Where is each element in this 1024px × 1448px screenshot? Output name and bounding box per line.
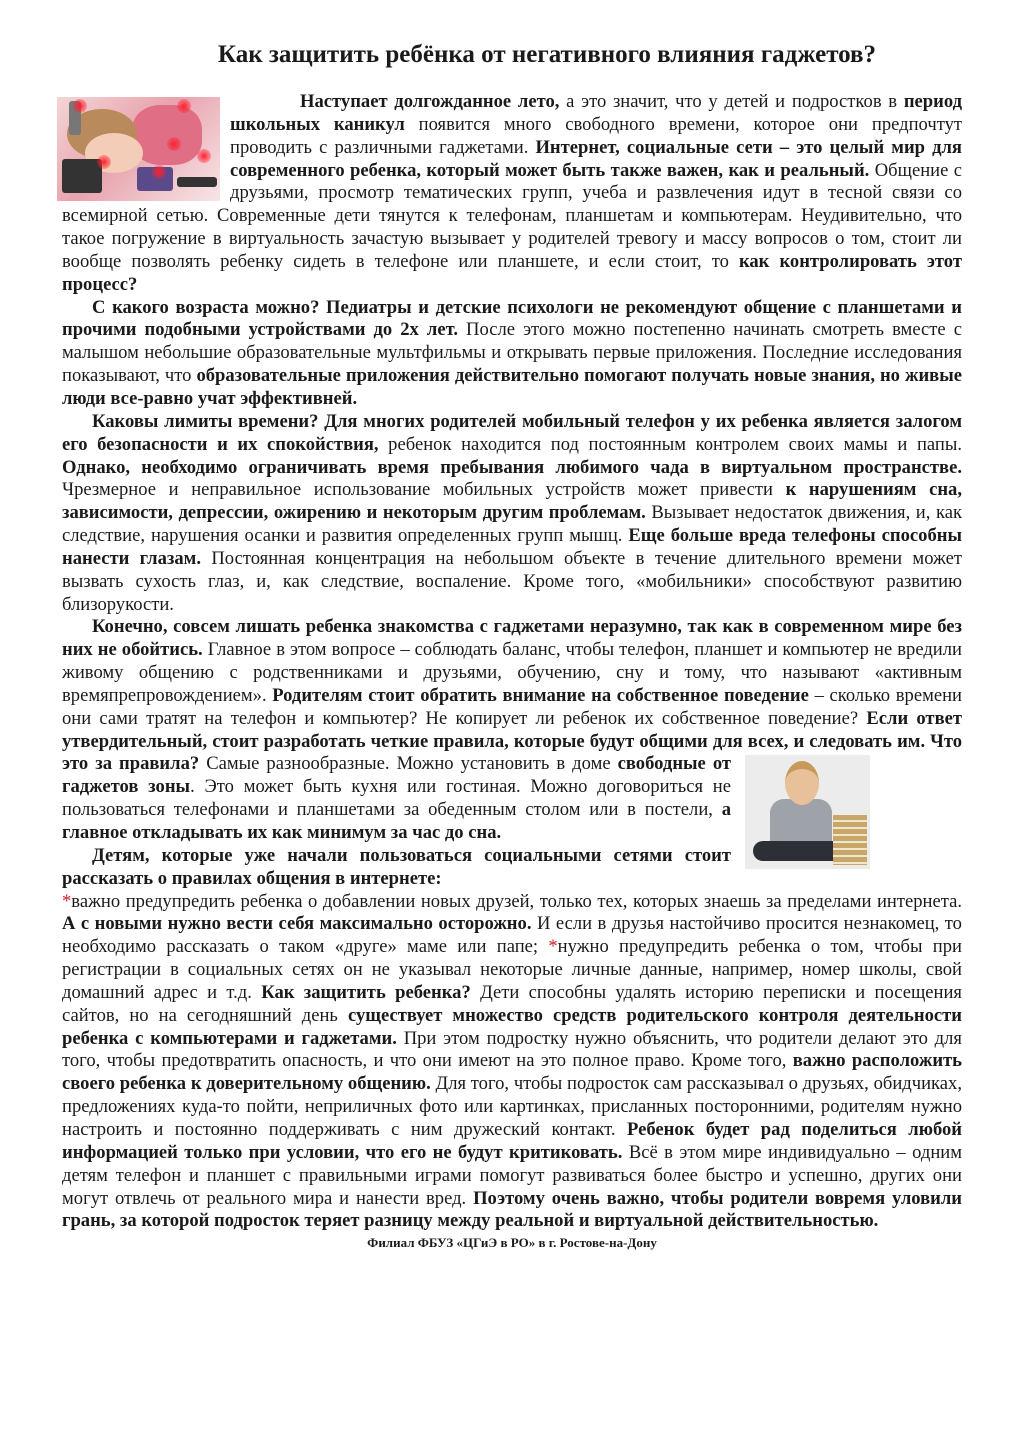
bold-text: Детям, которые уже начали пользоваться социальными сетями стоит рассказать о правилах общения в интернете:: [62, 844, 731, 889]
paragraph: [62, 91, 962, 297]
text-run: а это значит, что у детей и подростков в: [559, 91, 904, 112]
bold-text: Как защитить ребенка?: [261, 981, 471, 1003]
text-run: При этом подростку нужно объяснить, что родители делают это для того, чтобы предотвратить опасность, и что они имеют на это полное право. Кроме того,: [62, 1027, 962, 1072]
bold-text: Наступает долгожданное лето,: [300, 91, 560, 112]
bold-text: А с новыми нужно вести себя максимально осторожно.: [62, 913, 532, 935]
sleeping-child-with-gadgets-image: [57, 97, 220, 201]
bold-text: С какого возраста можно? Педиатры и детские психологи не рекомендуют общение с планшетами и прочими подобными устройствами до 2х лет.: [62, 296, 962, 341]
text-run: Главное в этом вопросе – соблюдать баланс, чтобы телефон, планшет и компьютер не вредили живому общению с родственниками и друзьями, обучению, сну и тому, что называют «активным времяпрепровождением».: [62, 639, 962, 706]
bold-text: а главное откладывать их как минимум за час до сна.: [62, 799, 731, 843]
bold-text: Интернет, социальные сети – это целый мир для современного ребенка, который может быть также важен, как и реальный.: [230, 136, 962, 181]
text-run: И если в друзья настойчиво просится незнакомец, то необходимо рассказать о таком «друге» маме или папе;: [62, 913, 962, 958]
bullet-asterisk: *: [548, 936, 558, 958]
boy-with-phone-and-books-image: [745, 755, 870, 869]
bold-text: как контролировать этот процесс?: [62, 250, 962, 295]
text-run: Самые разнообразные. Можно: [199, 753, 461, 775]
text-run: установить в доме: [460, 753, 618, 775]
paragraph: [62, 616, 962, 844]
text-run: важно предупредить ребенка о добавлении новых друзей, только тех, которых знаешь за пределами интернета.: [71, 890, 962, 912]
bullet-asterisk: *: [62, 890, 72, 912]
paragraph: [62, 891, 962, 1234]
bold-text: Однако, необходимо ограничивать время пребывания любимого чада в виртуальном пространстве.: [62, 456, 962, 478]
text-run: . Это может быть кухня или гостиная. Можно договориться не пользоваться телефонами и планшетами за обеденным столом или в постели,: [62, 776, 731, 821]
bold-text: Конечно, совсем лишать ребенка знакомства с гаджетами неразумно, так как в современном мире без них не обойтись.: [62, 616, 962, 661]
bold-text: важно расположить своего ребенка к доверительному общению.: [62, 1050, 963, 1095]
bold-text: период школьных каникул: [230, 91, 962, 135]
bold-text: к нарушениям сна, зависимости, депрессии, ожирению и некоторым другим проблемам.: [62, 479, 962, 524]
text-run: Дети способны удалять историю переписки и посещения сайтов, но на сегодняшний день: [62, 981, 962, 1026]
bold-text: существует множество средств родительского контроля деятельности ребенка с компьютерами и гаджетами.: [62, 1004, 962, 1049]
bold-text: Еще больше вреда телефоны способны нанести глазам.: [62, 525, 962, 569]
text-run: Общение с друзьями, просмотр тематических групп, учеба и развлечения идут в тесной связи со всемирной сетью. Современные дети тянутся к телефонам, планшетам и компьютерам. Неудивительно, что такое погружение в виртуальность зачастую вызывает у родителей тревогу и массу вопросов о том, стоит ли вообще позволять ребенку сидеть в телефоне или планшете, и если стоит, то: [62, 159, 963, 272]
text-run: Всё в этом мире индивидуально – одним детям телефон и планшет с правильными играми помогут развиваться более быстро и успешно, других они могут отвлечь от реального мира и нанести вред.: [62, 1141, 962, 1209]
text-run: Для того, чтобы подросток сам рассказывал о друзьях, обидчиках, предложениях куда-то пойти, неприличных фото или картинках, присланных посторонними, родителям нужно настроить и постоянно поддерживать с ним дружеский контакт.: [62, 1073, 962, 1140]
bold-text: Каковы лимиты времени? Для многих родителей мобильный телефон у их ребенка является залогом его безопасности и их спокойствия,: [62, 410, 962, 455]
article-body: [62, 91, 962, 1233]
text-run: Чрезмерное и неправильное использование мобильных устройств может привести: [62, 479, 786, 501]
bold-text: Поэтому очень важно, чтобы родители вовремя уловили грань, за которой подросток теряет разницу между реальной и виртуальной действительностью.: [62, 1187, 962, 1232]
paragraph: [62, 297, 962, 411]
bold-text: Родителям стоит обратить внимание на собственное поведение: [272, 684, 809, 706]
text-run: – сколько времени они сами тратят на телефон и компьютер? Не копирует ли ребенок их собственное поведение?: [62, 684, 963, 729]
paragraph: [62, 411, 962, 617]
text-run: Вызывает недостаток движения, и, как следствие, нарушения осанки и развития определенных групп мышц.: [62, 502, 962, 547]
text-run: нужно предупредить ребенка о том, чтобы при регистрации в социальных сетях он не указывал некоторые личные данные, например, номер школы, свой домашний адрес и т.д.: [62, 936, 963, 1003]
text-run: ребенок находится под постоянным контролем своих мамы и папы.: [378, 433, 962, 455]
text-run: появится много свободного времени, которое они предпочтут проводить с различными гаджетами.: [230, 113, 963, 158]
bold-text: Если ответ утвердительный, стоит разработать четкие правила, которые будут общими для всех, и следовать им. Что это за правила?: [62, 707, 962, 775]
bold-text: Ребенок будет рад поделиться любой информацией только при условии, что его не будут критиковать.: [62, 1118, 963, 1163]
bold-text: свободные от гаджетов зоны: [62, 753, 732, 798]
text-run: Постоянная концентрация на небольшом объекте в течение длительного времени может вызвать сухость глаз, и, как следствие, воспаление. Кроме того, «мобильники» способствуют развитию близорукости.: [62, 547, 963, 615]
footer-organization: Филиал ФБУЗ «ЦГиЭ в РО» в г. Ростове-на-Дону: [367, 1235, 657, 1251]
text-run: После этого можно постепенно начинать смотреть вместе с малышом небольшие образовательные мультфильмы и открывать первые приложения. Последние исследования показывают, что: [62, 319, 962, 387]
page-title: Как защитить ребёнка от негативного влияния гаджетов?: [217, 41, 877, 68]
bold-text: образовательные приложения действительно помогают получать новые знания, но живые люди все-равно учат эффективней.: [62, 365, 962, 409]
